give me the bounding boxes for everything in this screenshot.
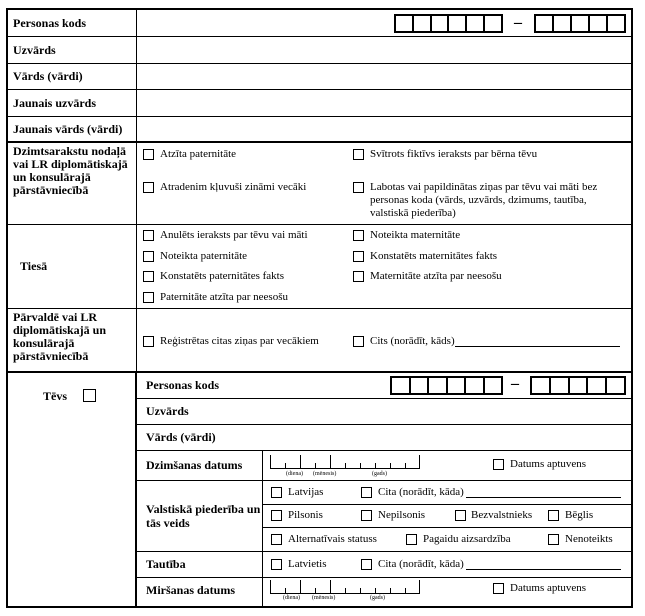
registry-section-label: Dzimtsarakstu nodaļā vai LR diplomātiskajā un konsulārajā pārstāvniecībā xyxy=(13,144,128,197)
citizen-label: Pilsonis xyxy=(288,509,323,521)
option-corrected-parent-data: Labotas vai papildinātas ziņas par tēvu vai māti bez personas koda (vārds, uzvārds, dzimums, tautība, valstiskā piederība) xyxy=(370,181,598,219)
checkbox-birth-date-approx[interactable] xyxy=(493,459,504,470)
checkbox-undetermined[interactable] xyxy=(548,534,559,545)
noncitizen-label: Nepilsonis xyxy=(378,509,426,521)
checkbox-nationality-other[interactable] xyxy=(361,559,372,570)
checkbox-citizenship-latvia[interactable] xyxy=(271,487,282,498)
checkbox-record-annulled[interactable] xyxy=(143,230,154,241)
citizenship-other-label: Cita (norādīt, kāda) xyxy=(378,486,464,498)
option-admin-other: Cits (norādīt, kāds) xyxy=(370,335,455,347)
birth-date-year-hint: (gads) xyxy=(372,471,387,477)
option-paternity-recognized: Atzīta paternitāte xyxy=(160,148,237,160)
admin-section-label: Pārvaldē vai LR diplomātiskajā un konsulārajā pārstāvniecībā xyxy=(13,310,107,363)
checkbox-stateless[interactable] xyxy=(455,510,466,521)
death-date-day-hint: (diena) xyxy=(283,595,300,601)
checkbox-temporary-protection[interactable] xyxy=(406,534,417,545)
surname-input[interactable] xyxy=(137,37,631,63)
new-surname-input[interactable] xyxy=(137,90,631,116)
checkbox-citizen[interactable] xyxy=(271,510,282,521)
personal-code-dash: – xyxy=(514,14,522,31)
father-personal-code-label: Personas kods xyxy=(146,378,220,392)
admin-other-input[interactable] xyxy=(455,346,620,347)
citizenship-other-input[interactable] xyxy=(466,497,621,498)
option-paternity-established: Noteikta paternitāte xyxy=(160,250,248,262)
option-foundling-parents-known: Atradenim kļuvuši zināmi vecāki xyxy=(160,181,307,193)
nationality-latvian-label: Latvietis xyxy=(288,558,327,570)
birth-date-label: Dzimšanas datums xyxy=(146,458,243,472)
citizenship-latvia-label: Latvijas xyxy=(288,486,324,498)
birth-date-input[interactable] xyxy=(270,455,420,469)
father-name-label: Vārds (vārdi) xyxy=(146,430,216,444)
personal-code-part1-input[interactable] xyxy=(394,14,503,33)
death-date-year-hint: (gads) xyxy=(370,595,385,601)
checkbox-maternity-established[interactable] xyxy=(353,230,364,241)
birth-date-day-hint: (diena) xyxy=(286,471,303,477)
refugee-label: Bēglis xyxy=(565,509,594,521)
checkbox-maternity-fact[interactable] xyxy=(353,251,364,262)
death-date-label: Miršanas datums xyxy=(146,583,236,597)
checkbox-death-date-approx[interactable] xyxy=(493,583,504,594)
option-record-annulled: Anulēts ieraksts par tēvu vai māti xyxy=(160,229,308,241)
father-name-input[interactable] xyxy=(263,425,631,450)
nationality-label: Tautība xyxy=(146,557,186,571)
father-code-part2-input[interactable] xyxy=(530,376,626,395)
option-maternity-fact: Konstatēts maternitātes fakts xyxy=(370,250,498,262)
checkbox-paternity-nonexistent[interactable] xyxy=(143,292,154,303)
checkbox-paternity-established[interactable] xyxy=(143,251,154,262)
option-maternity-nonexistent: Maternitāte atzīta par neesošu xyxy=(370,270,502,282)
father-label: Tēvs xyxy=(43,389,67,403)
court-section-label: Tiesā xyxy=(20,259,48,273)
temporary-protection-label: Pagaidu aizsardzība xyxy=(423,533,511,545)
checkbox-noncitizen[interactable] xyxy=(361,510,372,521)
name-label: Vārds (vārdi) xyxy=(13,69,83,83)
checkbox-foundling-parents-known[interactable] xyxy=(143,182,154,193)
father-surname-label: Uzvārds xyxy=(146,404,189,418)
checkbox-nationality-latvian[interactable] xyxy=(271,559,282,570)
checkbox-fictitious-record-deleted[interactable] xyxy=(353,149,364,160)
personal-code-label: Personas kods xyxy=(13,16,87,30)
option-paternity-nonexistent: Paternitāte atzīta par neesošu xyxy=(160,291,288,303)
checkbox-refugee[interactable] xyxy=(548,510,559,521)
alternative-status-label: Alternatīvais statuss xyxy=(288,533,377,545)
checkbox-father[interactable] xyxy=(83,389,96,402)
option-fictitious-record-deleted: Svītrots fiktīvs ieraksts par bērna tēvu xyxy=(370,148,538,160)
birth-date-approx-label: Datums aptuvens xyxy=(510,458,587,470)
father-code-part1-input[interactable] xyxy=(390,376,503,395)
nationality-other-label: Cita (norādīt, kāda) xyxy=(378,558,464,570)
option-paternity-fact: Konstatēts paternitātes fakts xyxy=(160,270,285,282)
death-date-input[interactable] xyxy=(270,580,420,594)
checkbox-registered-other-data[interactable] xyxy=(143,336,154,347)
option-registered-other-data: Reģistrētas citas ziņas par vecākiem xyxy=(160,335,319,347)
birth-date-month-hint: (mēnesis) xyxy=(313,471,337,477)
death-date-month-hint: (mēnesis) xyxy=(312,595,336,601)
citizenship-label: Valstiskā piederība un tās veids xyxy=(146,502,261,530)
father-code-dash: – xyxy=(511,375,519,392)
checkbox-admin-other[interactable] xyxy=(353,336,364,347)
new-surname-label: Jaunais uzvārds xyxy=(13,96,97,110)
checkbox-alternative-status[interactable] xyxy=(271,534,282,545)
undetermined-label: Nenoteikts xyxy=(565,533,613,545)
checkbox-maternity-nonexistent[interactable] xyxy=(353,271,364,282)
stateless-label: Bezvalstnieks xyxy=(471,509,533,521)
checkbox-corrected-parent-data[interactable] xyxy=(353,182,364,193)
surname-label: Uzvārds xyxy=(13,43,56,57)
checkbox-paternity-fact[interactable] xyxy=(143,271,154,282)
personal-code-part2-input[interactable] xyxy=(534,14,626,33)
nationality-other-input[interactable] xyxy=(466,569,621,570)
checkbox-paternity-recognized[interactable] xyxy=(143,149,154,160)
new-name-input[interactable] xyxy=(137,117,631,141)
father-surname-input[interactable] xyxy=(263,399,631,424)
option-maternity-established: Noteikta maternitāte xyxy=(370,229,461,241)
name-input[interactable] xyxy=(137,64,631,89)
new-name-label: Jaunais vārds (vārdi) xyxy=(13,122,123,136)
checkbox-citizenship-other[interactable] xyxy=(361,487,372,498)
death-date-approx-label: Datums aptuvens xyxy=(510,582,587,594)
